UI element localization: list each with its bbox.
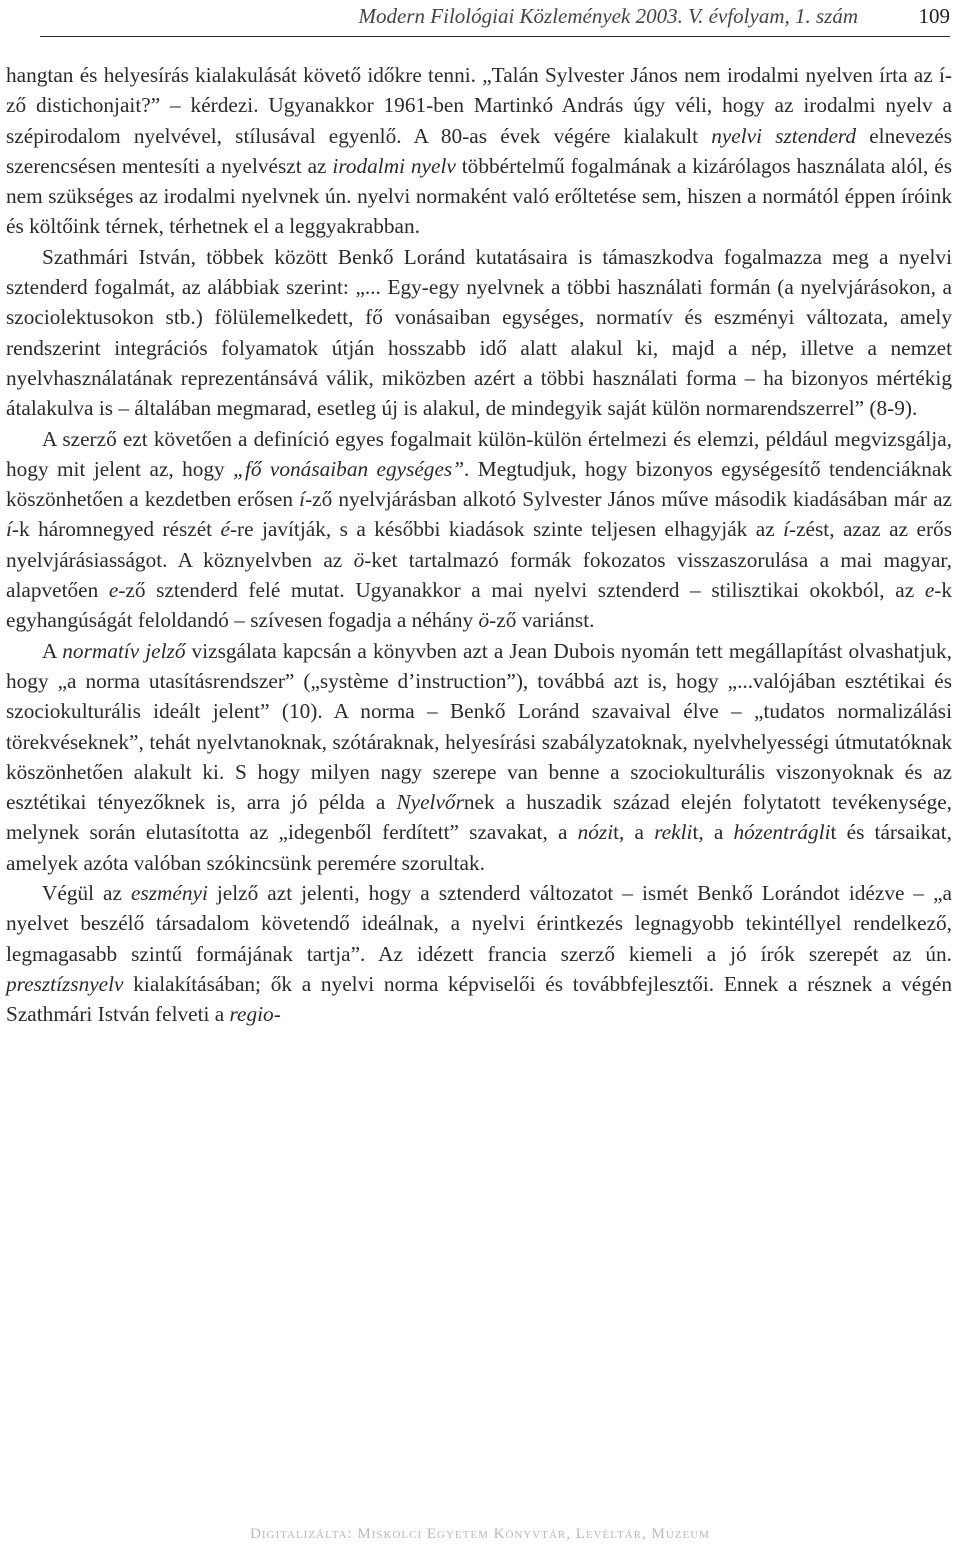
italic-run: ö xyxy=(353,547,365,572)
italic-run: e xyxy=(924,578,935,603)
text-run: -zést, azaz az erős nyelvjárásiasságot. A köznyelvben az xyxy=(6,517,952,572)
italic-run: e xyxy=(108,578,119,603)
italic-run: é xyxy=(220,517,230,542)
italic-run: ö xyxy=(478,608,490,633)
text-run: -ző variánst. xyxy=(489,608,595,633)
text-run: jelző azt jelenti, hogy a sztenderd változatot – ismét Benkő Lorándot idézve – „a nyelvet beszélő társadalom követendő ideálnak, a nyelvi érintkezés legnagyobb tekintéllyel rendelkező, legmagasabb szintű formájának tartja”. Az idézett francia szerző kiemeli a jó írók szerepét az ún. xyxy=(6,881,952,966)
paragraph-1 xyxy=(6,60,952,242)
italic-run: hózentrágli xyxy=(733,820,831,845)
text-run: . Megtudjuk, hogy bizonyos egységesítő tendenciáknak köszönhetően a kezdetben erősen xyxy=(6,456,952,512)
text-run: -k háromnegyed részét xyxy=(11,517,221,542)
text-run: nek a huszadik század elején folytatott tevékenysége, melynek során elutasította az „idegenből ferdített” szavakat, a xyxy=(6,790,953,845)
text-run: Végül az xyxy=(42,881,131,906)
paragraph-5 xyxy=(6,878,952,1029)
italic-run: presztízsnyelv xyxy=(6,971,124,996)
italic-run: í xyxy=(783,517,789,542)
italic-run: irodalmi nyelv xyxy=(332,153,456,178)
italic-run: í xyxy=(6,517,12,542)
running-header xyxy=(40,2,950,37)
text-run: kialakításában; ők a nyelvi norma képviselői és továbbfejlesztői. Ennek a résznek a végén Szathmári István felveti a xyxy=(6,971,952,1027)
italic-run: nózi xyxy=(577,820,614,845)
text-run: t és társaikat, amelyek azóta valóban szókincsünk peremére szorultak. xyxy=(6,820,953,875)
text-run: -ző sztenderd felé mutat. Ugyanakkor a mai nyelvi sztenderd – stilisztikai okokból, az xyxy=(118,578,925,603)
italic-run: „fő vonásaiban egységes” xyxy=(233,456,465,481)
italic-run: í xyxy=(299,487,306,512)
digitization-footer: Digitalizálta: Miskolci Egyetem Könyvtár, Levéltár, Múzeum xyxy=(250,1526,710,1542)
text-run: -ket tartalmazó formák fokozatos visszaszorulása a mai magyar, alapvetően xyxy=(6,547,952,603)
paragraph-2 xyxy=(6,242,952,424)
text-run: Szathmári István, többek között Benkő Loránd kutatásaira is támaszkodva fogalmazza meg a nyelvi sztenderd fogalmát, az alábbiak szerint: „... Egy-egy nyelvnek a többi használati formán (a nyelvjárásokon, a szociolektusokon stb.) fölülemelkedett, fő vonásaiban egységes, normatív és eszményi változata, amely rendszerint integrációs folyamatok útján hosszabb idő alatt alakul ki, majd a nép, illetve a nemzet nyelvhasználatának reprezentánsává válik, miközben azért a többi használati forma – ha bizonyos mértékig átalakulva is – általában megmarad, esetleg új is alakul, de mindegyik saját külön normarendszerrel” (8-9). xyxy=(6,244,952,421)
paragraph-4 xyxy=(6,636,952,878)
text-run: többértelmű fogalmának a kizárólagos használata alól, és nem szükséges az irodalmi nyelvnek ún. nyelvi normaként való erőltetése sem, hiszen a normától éppen íróink és költőink térnek, térhetnek el a leggyakrabban. xyxy=(6,153,952,239)
text-run: vizsgálata kapcsán a könyvben azt a Jean Dubois nyomán tett megállapítást olvashatjuk, hogy „a norma utasításrendszer” („système d’instruction”), továbbá azt is, hogy „...valójában esztétikai és szociokulturális ideált jelent” (10). A norma – Benkő Loránd szavaival élve – „tudatos normalizálási törekvéseknek”, tehát nyelvtanoknak, szótáraknak, helyesírási szabályzatoknak, nyelvhelyességi útmutatóknak köszönhetően alakult ki. S hogy milyen nagy szerepe van benne a szociokulturális viszonyoknak és az esztétikai tényezőknek is, arra jó példa a xyxy=(6,638,953,815)
text-run: A xyxy=(42,638,63,663)
text-run: t, a xyxy=(613,820,655,845)
text-run: elnevezés szerencsésen mentesíti a nyelvészt az xyxy=(6,123,952,178)
italic-run: nyelvi sztenderd xyxy=(711,123,857,148)
text-run: hangtan és helyesírás kialakulását követő időkre tenni. „Talán Sylvester János nem irodalmi nyelven írta az í-ző distichonjait?” – kérdezi. Ugyanakkor 1961-ben Martinkó András úgy véli, hogy az irodalmi nyelv a szépirodalom nyelvével, stílusával egyenlő. A 80-as évek végére kialakult xyxy=(6,63,952,148)
page-number: 109 xyxy=(918,4,950,28)
italic-run: regio- xyxy=(229,1002,281,1027)
text-run: -k egyhangúságát feloldandó – szívesen fogadja a néhány xyxy=(6,578,953,633)
italic-run: rekli xyxy=(654,820,693,845)
text-run: -re javítják, s a későbbi kiadások szinte teljesen elhagyják az xyxy=(229,517,784,542)
body-text xyxy=(6,60,952,1030)
text-run: t, a xyxy=(692,820,734,845)
italic-run: eszményi xyxy=(130,881,208,906)
journal-title: Modern Filológiai Közlemények 2003. V. évfolyam, 1. szám xyxy=(358,4,858,28)
text-run: -ző nyelvjárásban alkotó Sylvester János műve második kiadásában már az xyxy=(305,487,952,512)
italic-run: normatív jelző xyxy=(62,638,186,663)
paragraph-3 xyxy=(6,424,952,636)
text-run: A szerző ezt követően a definíció egyes fogalmait külön-külön értelmezi és elemzi, például megvizsgálja, hogy mit jelent az, hogy xyxy=(6,426,952,481)
italic-run: Nyelvőr xyxy=(396,790,464,815)
